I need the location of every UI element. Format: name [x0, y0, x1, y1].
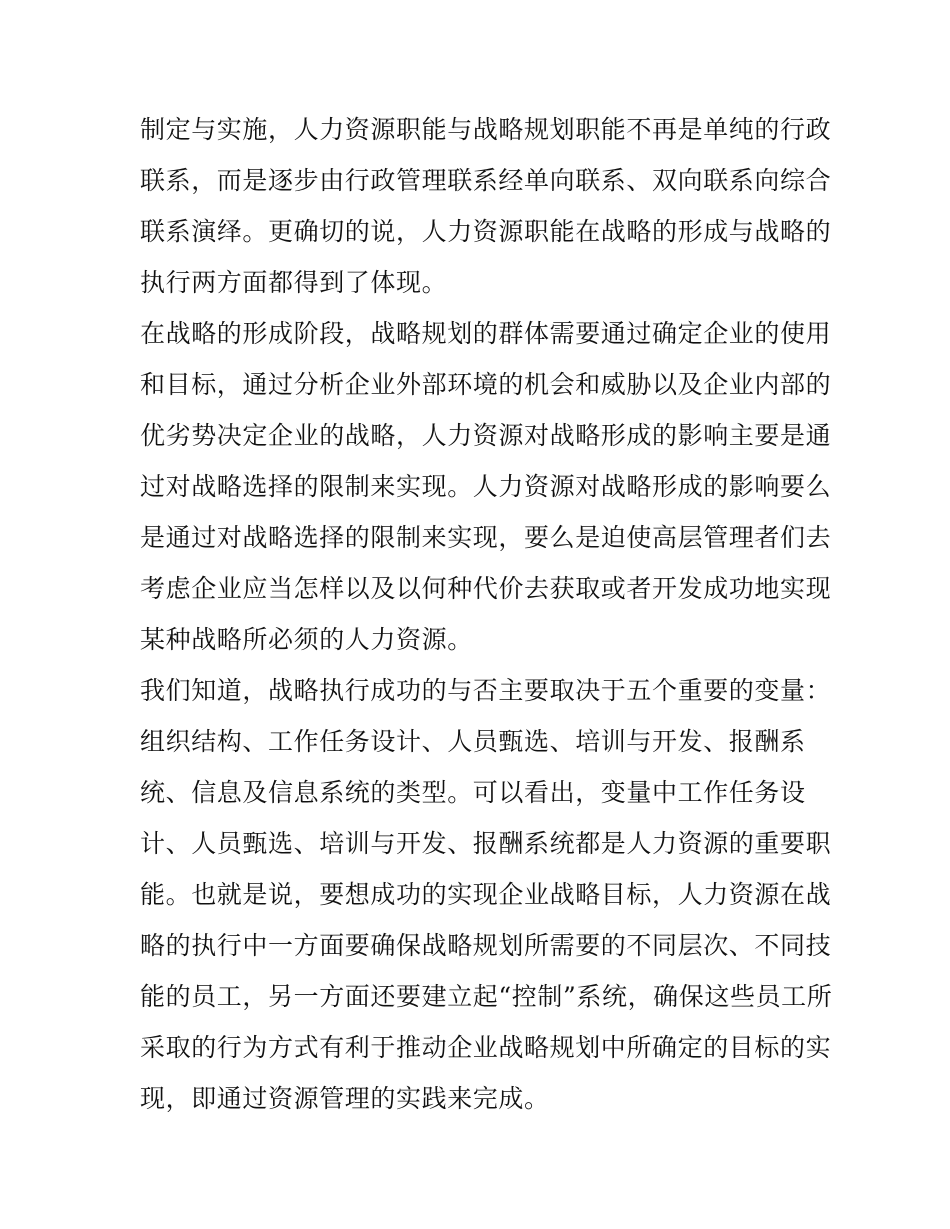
text-line: 优劣势决定企业的战略，人力资源对战略形成的影响主要是通	[140, 421, 832, 450]
text-line: 执行两方面都得到了体现。	[140, 268, 448, 297]
text-line: 联系演绎。更确切的说，人力资源职能在战略的形成与战略的	[140, 217, 832, 246]
text-line: 是通过对战略选择的限制来实现，要么是迫使高层管理者们去	[140, 523, 832, 552]
text-line: 采取的行为方式有利于推动企业战略规划中所确定的目标的实	[140, 1033, 832, 1062]
text-line: 能的员工，另一方面还要建立起“控制”系统，确保这些员工所	[140, 982, 833, 1011]
text-line: 考虑企业应当怎样以及以何种代价去获取或者开发成功地实现	[140, 574, 832, 603]
text-line: 统、信息及信息系统的类型。可以看出，变量中工作任务设	[140, 778, 806, 807]
text-line: 能。也就是说，要想成功的实现企业战略目标，人力资源在战	[140, 880, 832, 909]
text-line: 在战略的形成阶段，战略规划的群体需要通过确定企业的使用	[140, 319, 832, 348]
text-line: 现，即通过资源管理的实践来完成。	[140, 1084, 550, 1113]
text-line: 制定与实施，人力资源职能与战略规划职能不再是单纯的行政	[140, 115, 832, 144]
text-line: 过对战略选择的限制来实现。人力资源对战略形成的影响要么	[140, 472, 832, 501]
text-line: 计、人员甄选、培训与开发、报酬系统都是人力资源的重要职	[140, 829, 832, 858]
body-text	[140, 104, 833, 1124]
text-line: 略的执行中一方面要确保战略规划所需要的不同层次、不同技	[140, 931, 832, 960]
text-line: 联系，而是逐步由行政管理联系经单向联系、双向联系向综合	[140, 166, 832, 195]
text-line: 某种战略所必须的人力资源。	[140, 625, 473, 654]
text-line: 我们知道，战略执行成功的与否主要取决于五个重要的变量：	[140, 676, 832, 705]
text-line: 组织结构、工作任务设计、人员甄选、培训与开发、报酬系	[140, 727, 806, 756]
text-line: 和目标，通过分析企业外部环境的机会和威胁以及企业内部的	[140, 370, 832, 399]
